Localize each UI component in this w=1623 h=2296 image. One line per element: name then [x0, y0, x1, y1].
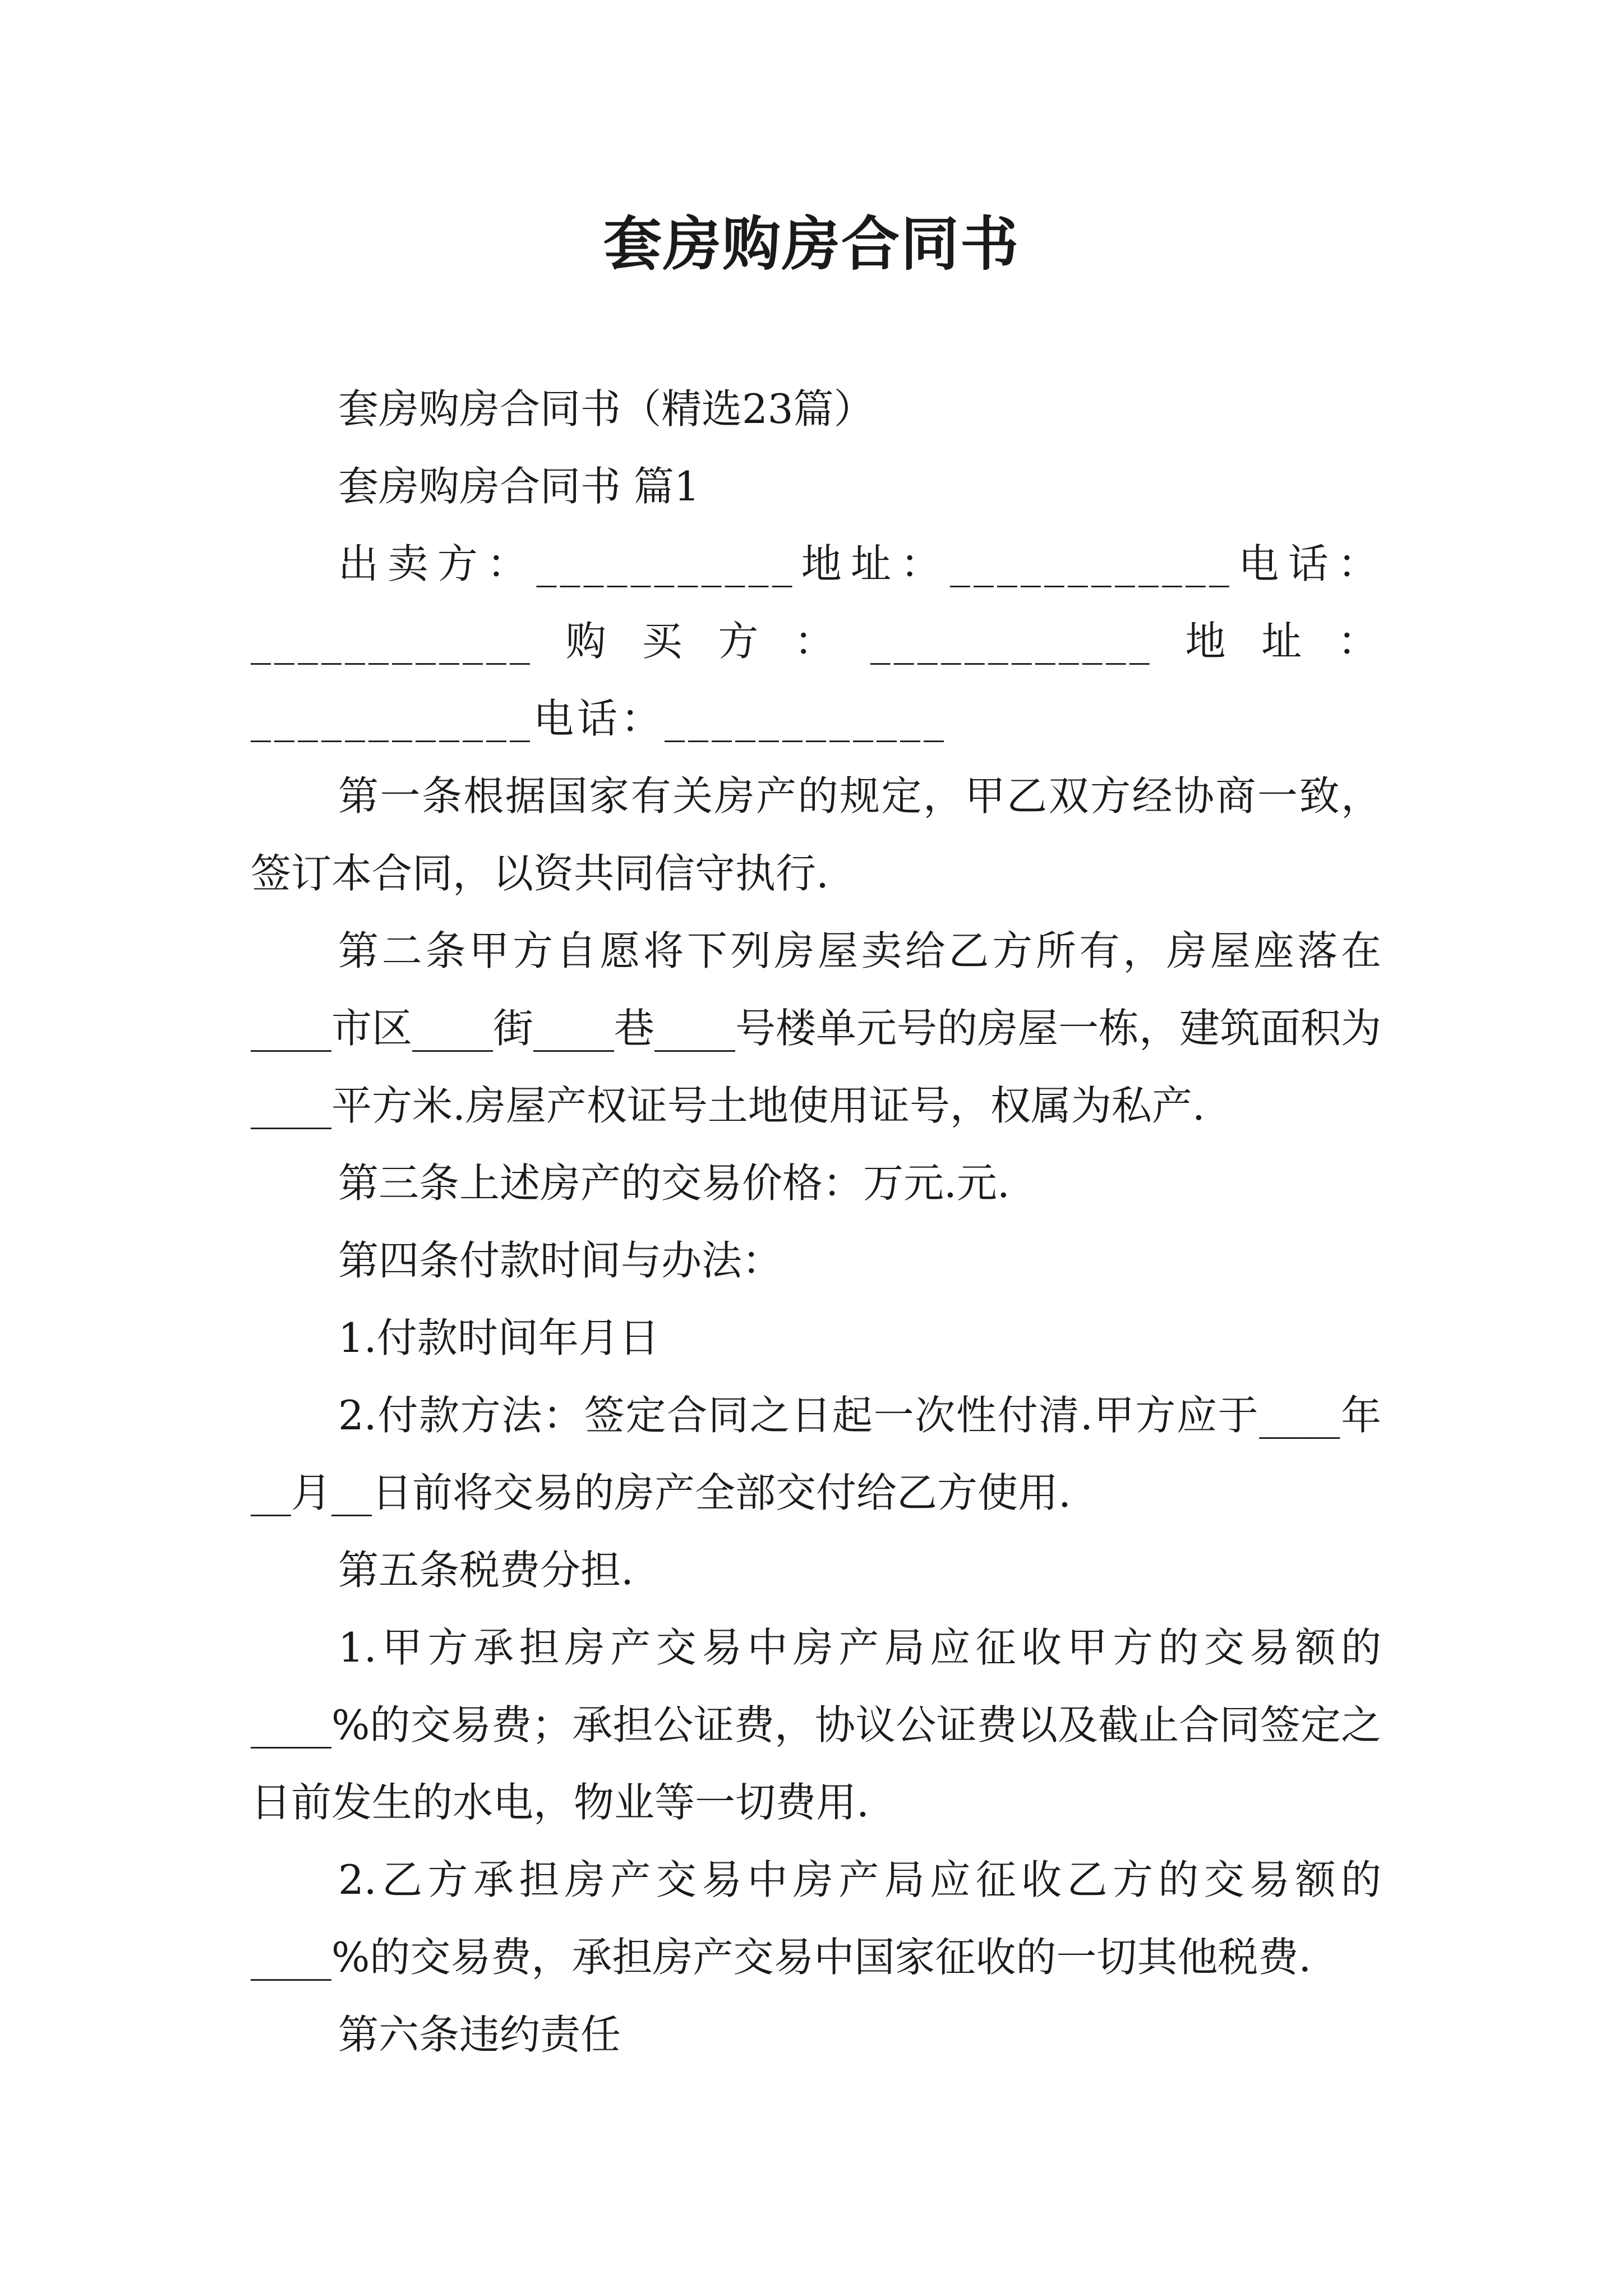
clause-2: 第二条甲方自愿将下列房屋卖给乙方所有，房屋座落在____市区____街____巷____号楼单元号的房屋一栋，建筑面积为____平方米.房屋产权证号土地使用证号，权属为私产. [251, 927, 1382, 1129]
clause-3: 第三条上述房产的交易价格：万元.元. [338, 1159, 1010, 1207]
clause-4-item-1: 1.付款时间年月日 [338, 1314, 660, 1361]
clause-5: 第五条税费分担. [338, 1547, 634, 1594]
clause-6: 第六条违约责任 [338, 2011, 621, 2058]
subtitle-paragraph: 套房购房合同书（精选23篇） [338, 385, 874, 432]
clause-5-item-1: 1.甲方承担房产交易中房产局应征收甲方的交易额的____%的交易费；承担公证费，协议公证费以及截止合同签定之日前发生的水电，物业等一切费用. [251, 1624, 1381, 1826]
clause-4: 第四条付款时间与办法： [338, 1237, 783, 1284]
document-title: 套房购房合同书 [603, 210, 1020, 278]
clause-1: 第一条根据国家有关房产的规定，甲乙双方经协商一致，签订本合同，以资共同信守执行. [251, 772, 1381, 897]
document-body [251, 370, 1381, 2073]
clause-4-item-2: 2.付款方法：签定合同之日起一次性付清.甲方应于____年__月__日前将交易的房产全部交付给乙方使用. [251, 1392, 1381, 1516]
section-heading: 套房购房合同书 篇1 [338, 463, 700, 510]
clause-5-item-2: 2.乙方承担房产交易中房产局应征收乙方的交易额的____%的交易费，承担房产交易中国家征收的一切其他税费. [251, 1856, 1381, 1981]
parties-paragraph: 出卖方：___________地址：____________电话：____________购买方：____________地址：____________电话：____________ [251, 540, 1381, 742]
